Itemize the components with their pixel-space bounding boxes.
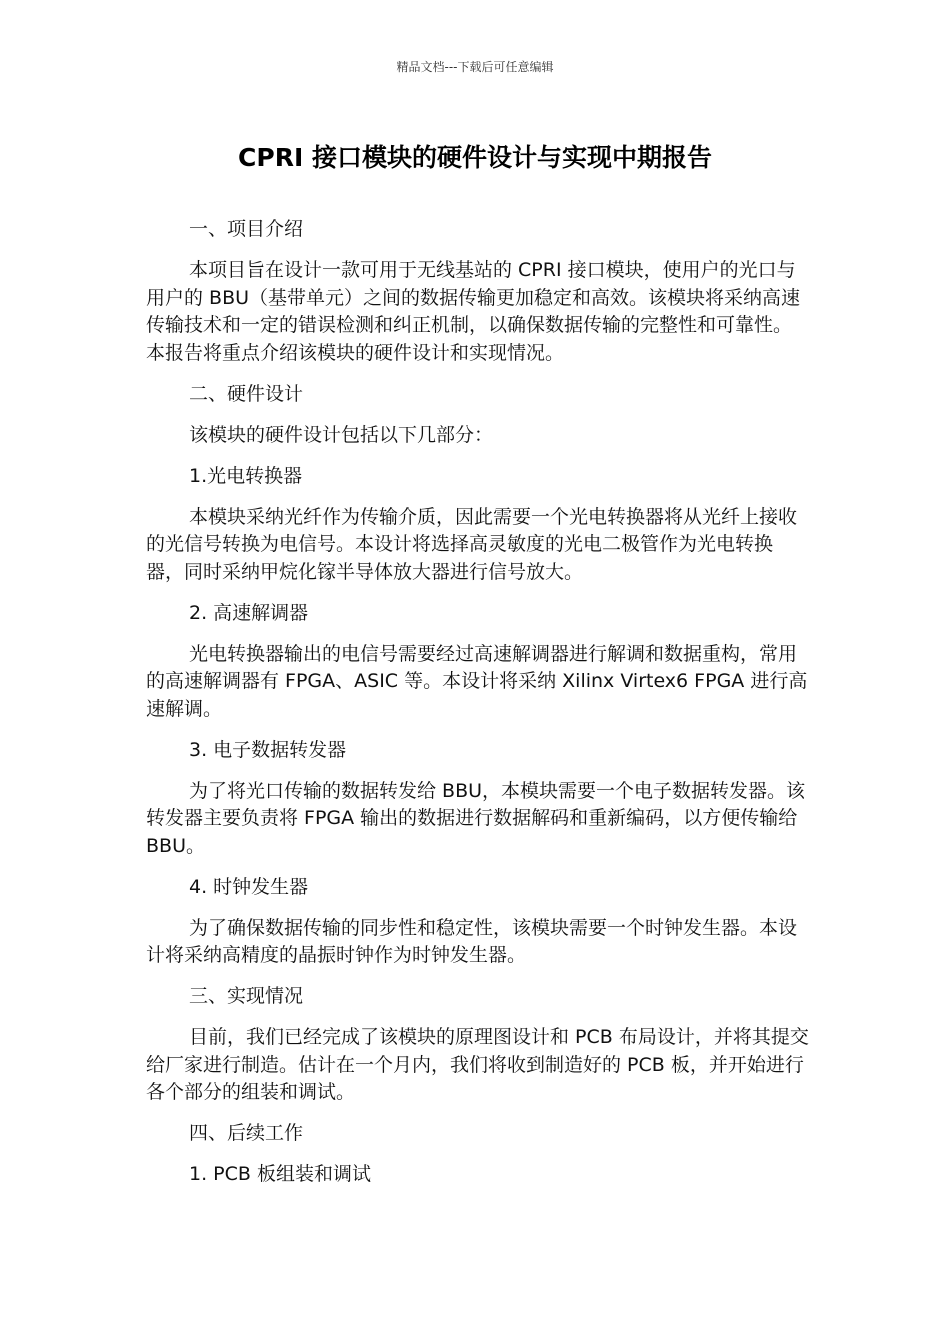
section-heading-implementation: 三、实现情况 bbox=[189, 985, 304, 1007]
section-heading-intro: 一、项目介绍 bbox=[189, 218, 304, 240]
paragraph-optical-converter: 本模块采纳光纤作为传输介质，因此需要一个光电转换器将从光纤上接收的光信号转换为电信号。本设计将选择高灵敏度的光电二极管作为光电转换器，同时采纳甲烷化镓半导体放大器进行信号放大。 bbox=[146, 505, 798, 583]
section-heading-hardware: 二、硬件设计 bbox=[189, 382, 304, 405]
section-heading-followup: 四、后续工作 bbox=[189, 1122, 304, 1144]
document-title: CPRI 接口模块的硬件设计与实现中期报告 bbox=[238, 143, 712, 172]
paragraph-demodulator: 光电转换器输出的电信号需要经过高速解调器进行解调和数据重构，常用的高速解调器有 FPGA、ASIC 等。本设计将采纳 Xilinx Virtex6 FPGA 进行高速解调。 bbox=[146, 642, 808, 720]
subheading-demodulator: 2. 高速解调器 bbox=[189, 601, 309, 624]
subheading-clock-generator: 4. 时钟发生器 bbox=[189, 875, 309, 898]
paragraph-implementation: 目前，我们已经完成了该模块的原理图设计和 PCB 布局设计，并将其提交给厂家进行制造。估计在一个月内，我们将收到制造好的 PCB 板，并开始进行各个部分的组装和调试。 bbox=[146, 1026, 809, 1103]
hardware-lead-in: 该模块的硬件设计包括以下几部分： bbox=[189, 423, 494, 446]
document-body bbox=[146, 216, 810, 1202]
subheading-data-forwarder: 3. 电子数据转发器 bbox=[189, 738, 347, 761]
subheading-optical-converter: 1.光电转换器 bbox=[189, 464, 303, 487]
paragraph-data-forwarder: 为了将光口传输的数据转发给 BBU，本模块需要一个电子数据转发器。该转发器主要负责将 FPGA 输出的数据进行数据解码和重新编码，以方便传输给 BBU。 bbox=[146, 779, 806, 857]
subheading-pcb-assembly: 1. PCB 板组装和调试 bbox=[189, 1163, 371, 1185]
paragraph-clock-generator: 为了确保数据传输的同步性和稳定性，该模块需要一个时钟发生器。本设计将采纳高精度的晶振时钟作为时钟发生器。 bbox=[146, 916, 798, 966]
paragraph-intro: 本项目旨在设计一款可用于无线基站的 CPRI 接口模块，使用户的光口与用户的 BBU（基带单元）之间的数据传输更加稳定和高效。该模块将采纳高速传输技术和一定的错误检测和纠正机制，以确保数据传输的完整性和可靠性。本报告将重点介绍该模块的硬件设计和实现情况。 bbox=[146, 259, 801, 364]
page-header-note: 精品文档---下载后可任意编辑 bbox=[396, 60, 554, 74]
